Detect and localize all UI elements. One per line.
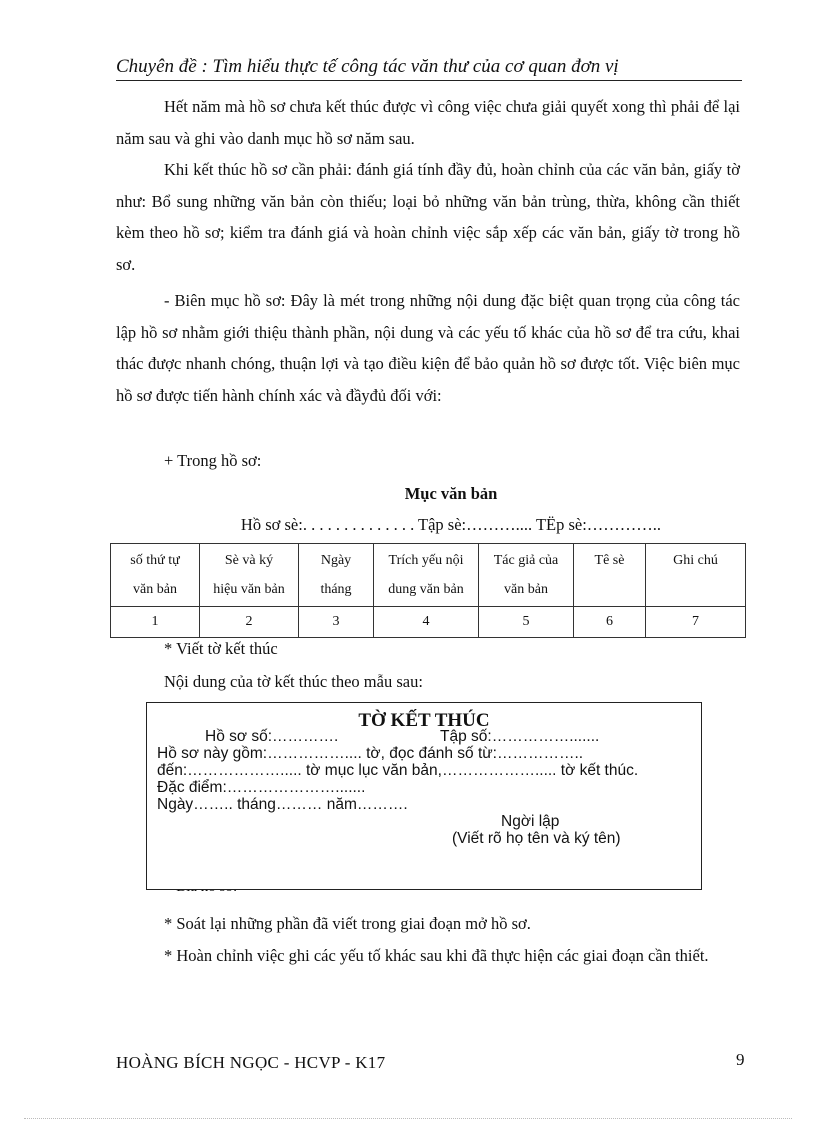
- form-line-5: Ngày…….. tháng……… năm……….: [157, 796, 408, 813]
- paragraph-1: Hết năm mà hồ sơ chưa kết thúc được vì công việc chưa giải quyết xong thì phải để lại năm sau và ghi vào danh mục hồ sơ năm sau.: [116, 97, 740, 148]
- form-line-3: đến:………………..... tờ mục lục văn bản,………………..... tờ kết thúc.: [157, 762, 639, 779]
- form-line-1b: Tập số:…………….......: [440, 728, 600, 745]
- table-header-row: [111, 544, 746, 607]
- form-line-2: Hồ sơ này gồm:…………….... tờ, đọc đánh số từ:……………..: [157, 745, 584, 762]
- document-index-table: [110, 543, 746, 638]
- table-cell: 7: [646, 607, 746, 638]
- paragraph-3: - Biên mục hồ sơ: Đây là mét trong những nội dung đặc biệt quan trọng của công tác lập hồ sơ nhằm giới thiệu thành phần, nội dung và các yếu tố khác của hồ sơ để tra cứu, khai thác được nhanh chóng, thuận lợi và tạo điều kiện để bảo quản hồ sơ được tốt. Việc biên mục hồ sơ được tiến hành chính xác và đầyđủ đối với:: [116, 291, 740, 405]
- form-line-1a: Hồ sơ số:………….: [205, 728, 339, 745]
- paragraph-4: + Trong hồ sơ:: [164, 451, 262, 470]
- closing-form-box: [146, 702, 702, 890]
- table-title: Mục văn bản: [404, 484, 498, 503]
- table-cell: 1: [111, 607, 200, 638]
- table-header-cell: Ghi chú: [646, 544, 746, 607]
- form-line-7: (Viết rõ họ tên và ký tên): [452, 830, 621, 847]
- page-header-title: Chuyên đề : Tìm hiểu thực tế công tác văn thư của cơ quan đơn vị: [116, 56, 742, 81]
- page-number: 9: [736, 1050, 745, 1069]
- paragraph-8: * Soát lại những phần đã viết trong giai đoạn mở hồ sơ.: [164, 914, 531, 933]
- paragraph-2: Khi kết thúc hồ sơ cần phải: đánh giá tính đầy đủ, hoàn chỉnh của các văn bản, giấy tờ như: Bổ sung những văn bản còn thiếu; loại bỏ những văn bản trùng, thừa, không cần thiết kèm theo hồ sơ; kiểm tra đánh giá và hoàn chỉnh việc sắp xếp các văn bản, giấy tờ trong hồ sơ.: [116, 160, 740, 274]
- table-header-cell: Tê sè: [574, 544, 646, 607]
- table-cell: 3: [299, 607, 374, 638]
- table-subtitle: Hồ sơ sè:. . . . . . . . . . . . . . Tập sè:……….... TËp sè:…………..: [240, 515, 662, 534]
- form-line-6: Ngời lập: [501, 813, 560, 830]
- table-cell: 5: [479, 607, 574, 638]
- table-cell: 6: [574, 607, 646, 638]
- form-line-4: Đặc điểm:………………….......: [157, 779, 366, 796]
- paragraph-5: * Viết tờ kết thúc: [164, 639, 278, 658]
- table-cell: 4: [374, 607, 479, 638]
- bottom-divider: [24, 1118, 792, 1119]
- table-header-cell: Tác giả của văn bản: [479, 544, 574, 607]
- table-header-cell: Trích yếu nội dung văn bản: [374, 544, 479, 607]
- table-cell: 2: [200, 607, 299, 638]
- table-row: [111, 607, 746, 638]
- table-header-cell: Sè và ký hiệu văn bản: [200, 544, 299, 607]
- footer-author: HOÀNG BÍCH NGỌC - HCVP - K17: [116, 1053, 386, 1072]
- paragraph-9: * Hoàn chỉnh việc ghi các yếu tố khác sau khi đã thực hiện các giai đoạn cần thiết.: [164, 946, 709, 965]
- table-header-cell: số thứ tự văn bản: [111, 544, 200, 607]
- paragraph-6: Nội dung của tờ kết thúc theo mẫu sau:: [164, 672, 423, 691]
- form-title: TỜ KẾT THÚC: [358, 710, 490, 731]
- table-header-cell: Ngày tháng: [299, 544, 374, 607]
